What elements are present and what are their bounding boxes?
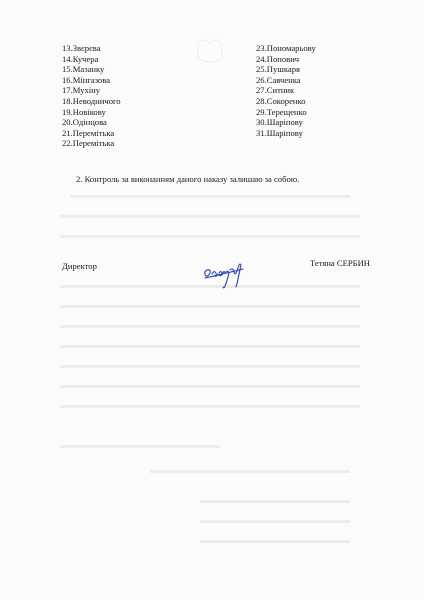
- signatory-title: Директор: [62, 261, 97, 271]
- signatory-name: Тетяна СЕРБИН: [310, 258, 371, 268]
- list-item: 30.Шаріпову: [256, 117, 303, 128]
- list-item: 23.Пономарьову: [256, 43, 316, 53]
- list-item: 29.Терещенко: [256, 106, 307, 117]
- paragraph-control: 2. Контроль за виконанням даного наказу залишаю за собою.: [76, 174, 300, 184]
- list-item: 18.Неводничого: [62, 95, 121, 106]
- list-item: 13.Звєрєва: [62, 43, 101, 53]
- list-item: 27.Ситник: [256, 85, 295, 96]
- list-item: 15.Мазанку: [62, 64, 105, 75]
- list-item: 21.Перемітька: [62, 127, 115, 138]
- name-list-right: [256, 43, 316, 138]
- handwritten-signature: [200, 260, 250, 296]
- list-item: 20.Одінцова: [62, 117, 107, 128]
- list-item: 16.Мінгазова: [62, 74, 111, 85]
- list-item: 22.Перемітька: [62, 138, 115, 149]
- list-item: 31.Шаріпову: [256, 127, 303, 138]
- list-item: 24.Попович: [256, 53, 300, 64]
- list-item: 17.Мухіну: [62, 85, 101, 96]
- list-item: 28.Сокоренко: [256, 95, 306, 106]
- list-item: 14.Кучера: [62, 53, 99, 64]
- list-item: 25.Пушкаря: [256, 64, 300, 75]
- list-item: 19.Новікову: [62, 106, 106, 117]
- list-item: 26.Савченка: [256, 74, 301, 85]
- name-list-left: [62, 43, 121, 149]
